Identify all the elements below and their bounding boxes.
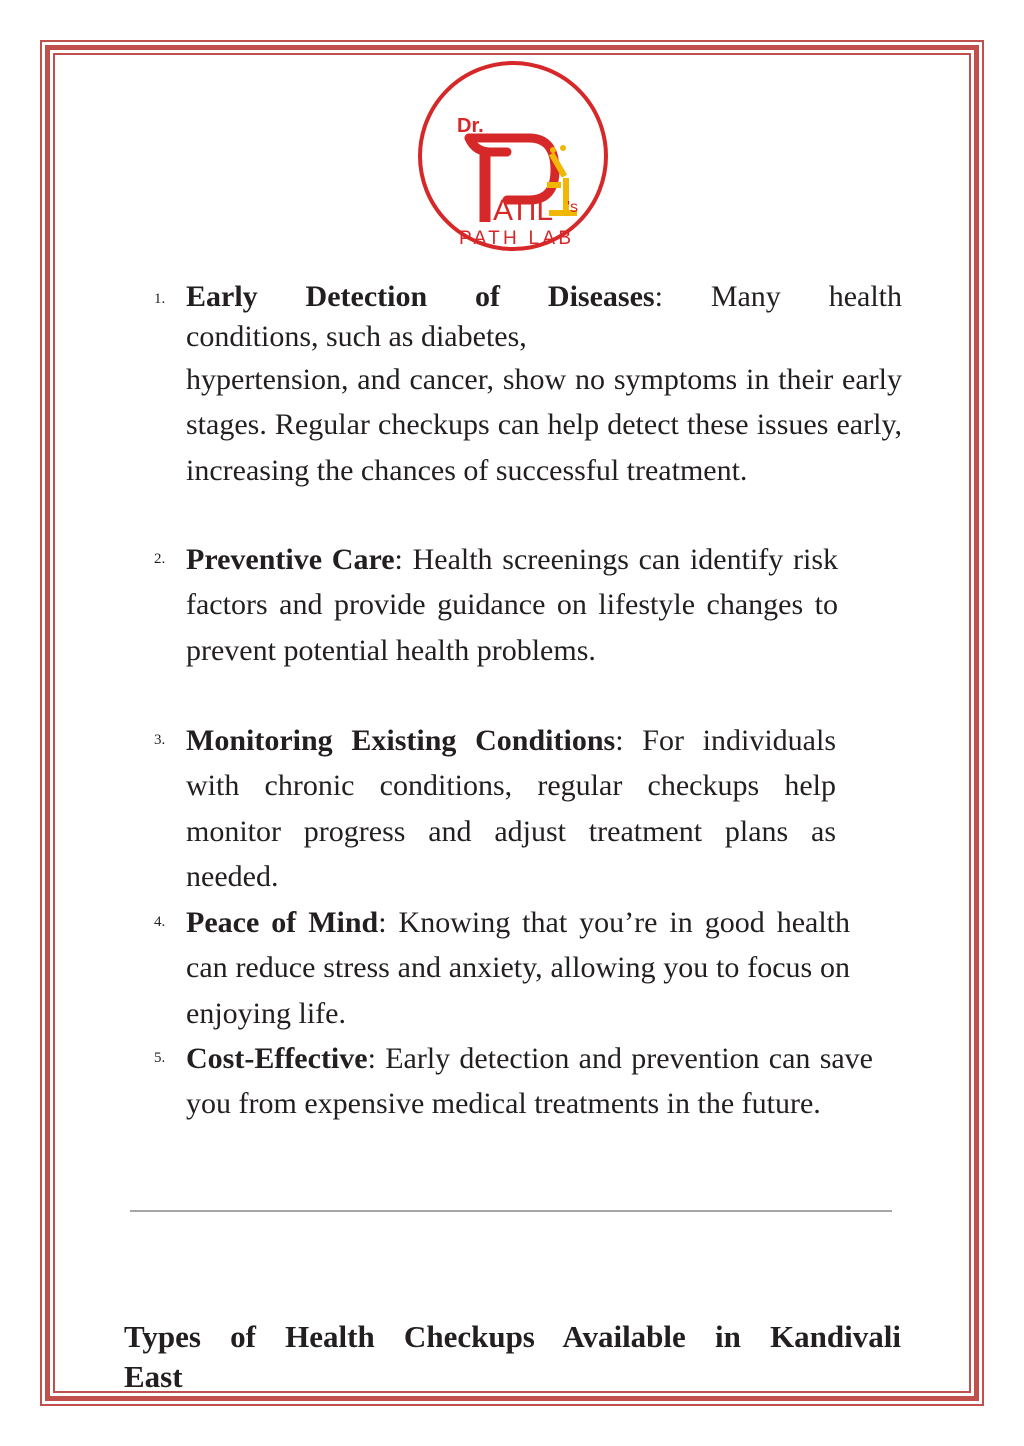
horizontal-divider (130, 1210, 892, 1212)
svg-text:PATH LAB: PATH LAB (459, 228, 571, 249)
list-item-body: : For individuals with chronic conditions, regular checkups help monitor progress and adjust treatment plans as needed. (186, 724, 836, 893)
svg-text:Dr.: Dr. (457, 115, 484, 137)
list-item-title: Early Detection of Diseases (186, 280, 655, 313)
list-number: 1. (154, 291, 166, 307)
list-item-body: : Early detection and prevention can save you from expensive medical treatments in the future. (186, 1042, 873, 1121)
path-lab-logo (417, 60, 609, 252)
section-heading (124, 1317, 901, 1397)
section-heading-line1: Types of Health Checkups Available in Kandivali (124, 1319, 901, 1354)
list-item-body: hypertension, and cancer, show no symptoms in their early stages. Regular checkups can help detect these issues early, increasing the chances of successful treatment. (186, 363, 902, 487)
list-item-title: Cost-Effective (186, 1042, 368, 1075)
svg-text:ATIL: ATIL (493, 194, 553, 227)
list-item-monitoring (154, 718, 836, 899)
list-item-early-detection (154, 277, 902, 493)
list-item-peace-of-mind (154, 900, 850, 1036)
list-item-title: Monitoring Existing Conditions (186, 724, 616, 757)
list-number: 2. (154, 551, 166, 567)
list-item-body: : Health screenings can identify risk factors and provide guidance on lifestyle changes to prevent potential health problems. (186, 543, 838, 667)
list-item-cost-effective (154, 1036, 873, 1127)
list-number: 4. (154, 914, 166, 930)
list-item-title: Peace of Mind (186, 906, 379, 939)
section-heading-line2: East (124, 1359, 183, 1394)
list-number: 3. (154, 732, 166, 748)
list-item-body: : Knowing that you’re in good health can reduce stress and anxiety, allowing you to focus on enjoying life. (186, 906, 850, 1030)
svg-text:'s: 's (567, 199, 579, 216)
list-number: 5. (154, 1050, 166, 1066)
list-item-preventive-care (154, 537, 838, 673)
list-item-wrap-line: conditions, such as diabetes, (186, 320, 527, 353)
list-item-title: Preventive Care (186, 543, 395, 576)
list-item-first-line: Early Detection of Diseases: Many health (186, 280, 902, 313)
